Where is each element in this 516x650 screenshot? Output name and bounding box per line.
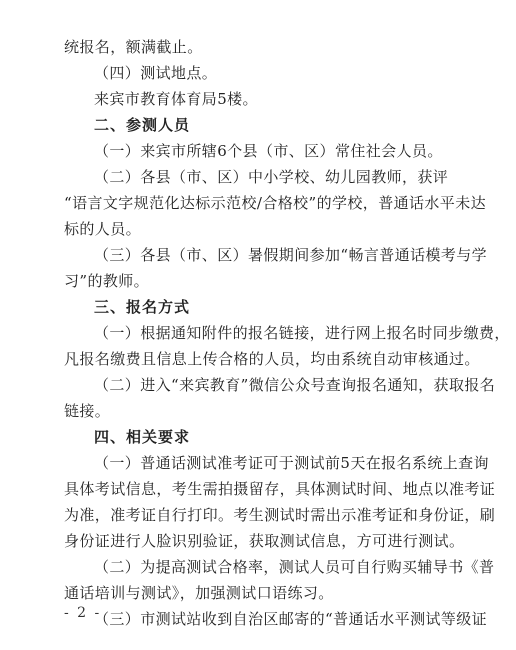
section-heading: 三、报名方式	[94, 298, 191, 316]
body-line: （三）市测试站收到自治区邮寄的“普通话水平测试等级证	[94, 610, 488, 628]
body-line: 凡报名缴费且信息上传合格的人员，均由系统自动审核通过。	[64, 350, 480, 368]
body-line: （一）普通话测试准考证可于测试前5天在报名系统上查询	[94, 454, 489, 472]
body-line: （二）各县（市、区）中小学校、幼儿园教师，获评	[94, 168, 449, 186]
body-line: 链接。	[64, 402, 111, 420]
body-line: （一）根据通知附件的报名链接，进行网上报名时同步缴费，	[94, 324, 510, 342]
body-line: 习”的教师。	[64, 272, 150, 290]
body-line: 身份证进行人脸识别验证，获取测试信息，方可进行测试。	[64, 532, 465, 550]
page-number: - 2 -	[64, 605, 102, 621]
section-item-heading: （四）测试地点。	[94, 64, 218, 82]
body-line: 为准，准考证自行打印。考生测试时需出示准考证和身份证，刷	[64, 506, 496, 524]
body-line: 具体考试信息，考生需拍摄留存，具体测试时间、地点以准考证	[64, 480, 496, 498]
body-line: 标的人员。	[64, 220, 142, 238]
section-heading: 二、参测人员	[94, 116, 191, 134]
section-heading: 四、相关要求	[94, 428, 191, 446]
body-line: （三）各县（市、区）暑假期间参加“畅言普通话模考与学	[94, 246, 488, 264]
body-line: “语言文字规范化达标示范校/合格校”的学校，普通话水平未达	[64, 194, 486, 212]
body-line: （二）进入“来宾教育”微信公众号查询报名通知，获取报名	[94, 376, 496, 394]
body-line: （一）来宾市所辖6个县（市、区）常住社会人员。	[94, 142, 443, 160]
body-line: 通话培训与测试》，加强测试口语练习。	[64, 584, 334, 602]
body-line: 统报名，额满截止。	[64, 38, 203, 56]
body-line: （二）为提高测试合格率，测试人员可自行购买辅导书《普	[94, 558, 495, 576]
document-body	[64, 34, 510, 632]
body-line: 来宾市教育体育局5楼。	[94, 90, 258, 108]
